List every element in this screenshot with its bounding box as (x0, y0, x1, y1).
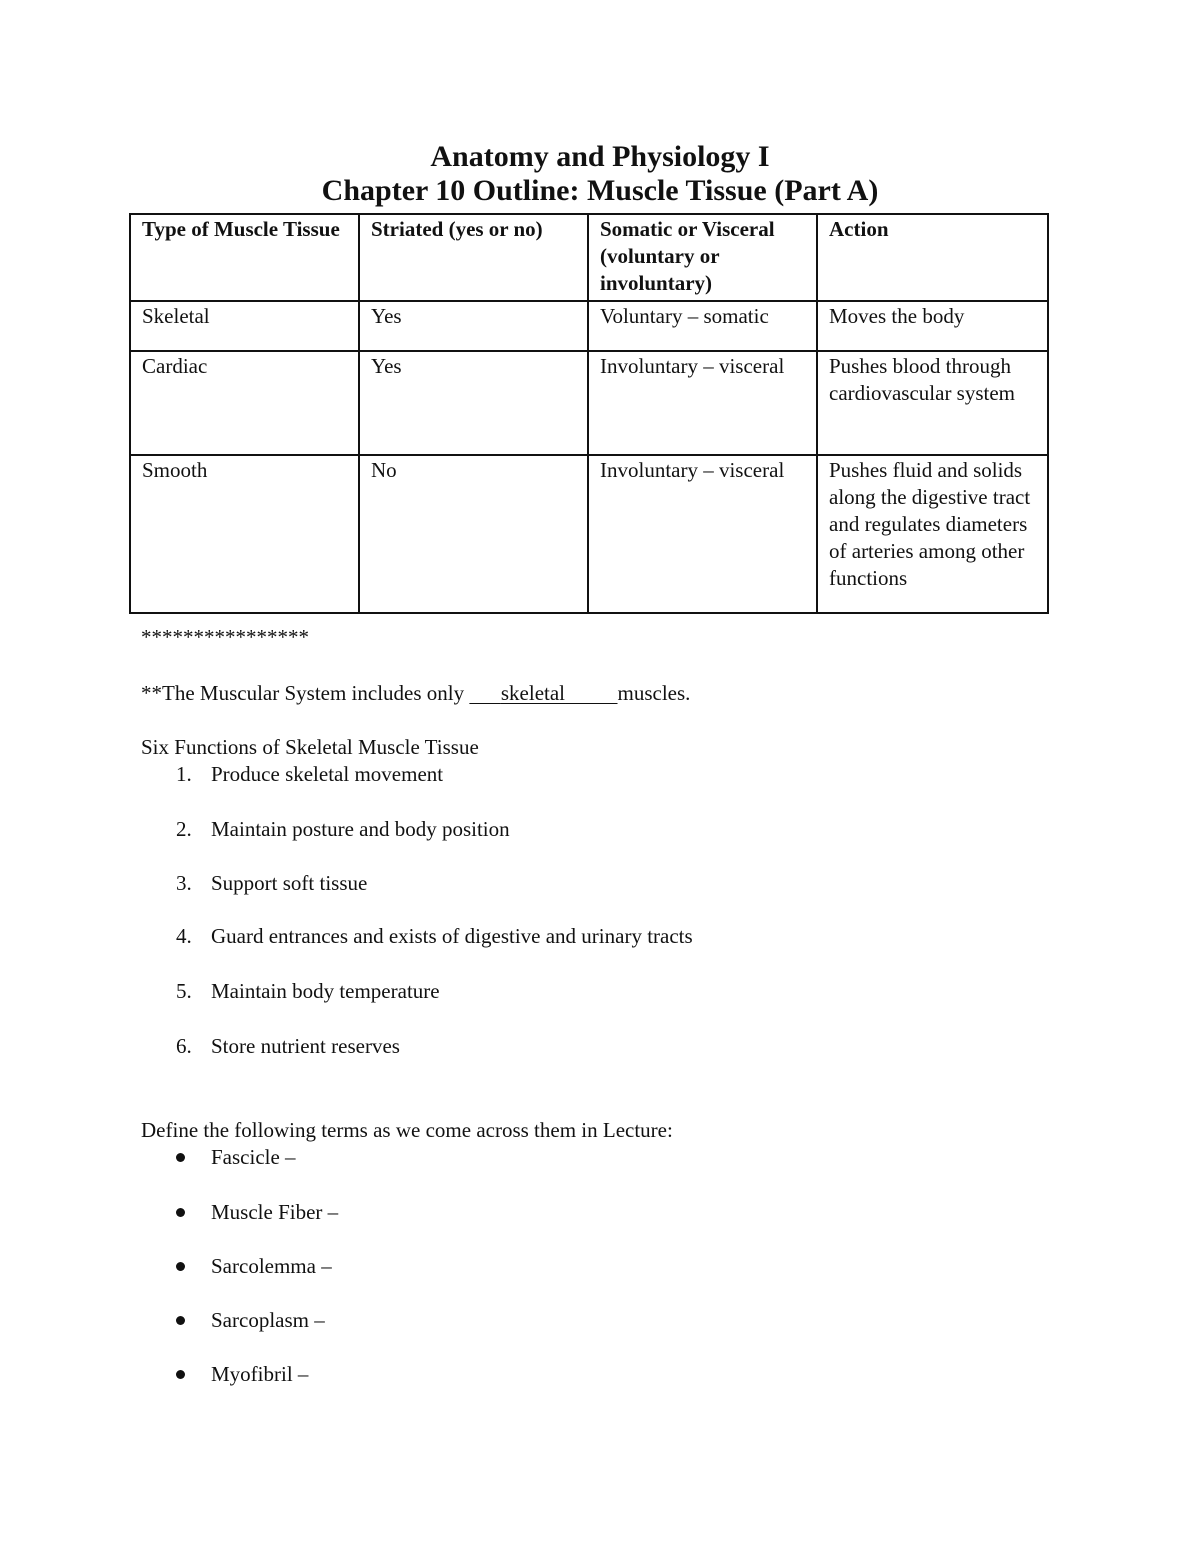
table-header-cell: Striated (yes or no) (359, 214, 588, 301)
term-text: Muscle Fiber – (211, 1200, 339, 1224)
list-number: 1. (176, 762, 192, 786)
list-number: 6. (176, 1034, 192, 1058)
list-number: 4. (176, 924, 192, 948)
list-number: 2. (176, 817, 192, 841)
course-title: Anatomy and Physiology I (430, 140, 770, 173)
table-cell: Involuntary – visceral (588, 351, 817, 455)
list-number: 3. (176, 871, 192, 895)
table-cell: Cardiac (130, 351, 359, 455)
functions-heading: Six Functions of Skeletal Muscle Tissue (141, 735, 479, 759)
document-title (0, 140, 1200, 208)
list-item-text: Maintain body temperature (211, 979, 440, 1003)
fill-in-blank (469, 679, 617, 707)
table-header-cell: Somatic or Visceral (voluntary or involuntary) (588, 214, 817, 301)
table-row (130, 351, 1048, 455)
table-row (130, 455, 1048, 613)
table-header-cell: Action (817, 214, 1048, 301)
table-cell: Yes (359, 351, 588, 455)
term-text: Fascicle – (211, 1145, 296, 1169)
bullet-icon (176, 1316, 185, 1325)
table-cell: Involuntary – visceral (588, 455, 817, 613)
table-cell: Smooth (130, 455, 359, 613)
list-item-text: Guard entrances and exists of digestive and urinary tracts (211, 924, 693, 948)
bullet-icon (176, 1208, 185, 1217)
table-cell: Yes (359, 301, 588, 351)
bullet-icon (176, 1370, 185, 1379)
table-header-cell: Type of Muscle Tissue (130, 214, 359, 301)
list-item-text: Maintain posture and body position (211, 817, 510, 841)
table-cell: Pushes blood through cardiovascular system (817, 351, 1048, 455)
statement-prefix: **The Muscular System includes only (141, 681, 470, 705)
separator-stars: **************** (141, 625, 309, 649)
muscular-system-statement (141, 679, 690, 707)
table-row (130, 301, 1048, 351)
list-item-text: Produce skeletal movement (211, 762, 444, 786)
bullet-icon (176, 1262, 185, 1271)
blank-answer: skeletal (500, 681, 566, 705)
bullet-icon (176, 1153, 185, 1162)
list-number: 5. (176, 979, 192, 1003)
statement-suffix: muscles. (617, 681, 691, 705)
muscle-tissue-table (129, 213, 1049, 614)
term-text: Sarcolemma – (211, 1254, 332, 1278)
define-terms-heading: Define the following terms as we come across them in Lecture: (141, 1118, 673, 1142)
chapter-title: Chapter 10 Outline: Muscle Tissue (Part A) (321, 174, 879, 207)
term-text: Sarcoplasm – (211, 1308, 325, 1332)
table-cell: Moves the body (817, 301, 1048, 351)
term-text: Myofibril – (211, 1362, 309, 1386)
table-cell: No (359, 455, 588, 613)
list-item-text: Support soft tissue (211, 871, 368, 895)
table-cell: Skeletal (130, 301, 359, 351)
table-cell: Pushes fluid and solids along the digestive tract and regulates diameters of arteries among other functions (817, 455, 1048, 613)
table-header-row (130, 214, 1048, 301)
table-cell: Voluntary – somatic (588, 301, 817, 351)
list-item-text: Store nutrient reserves (211, 1034, 400, 1058)
